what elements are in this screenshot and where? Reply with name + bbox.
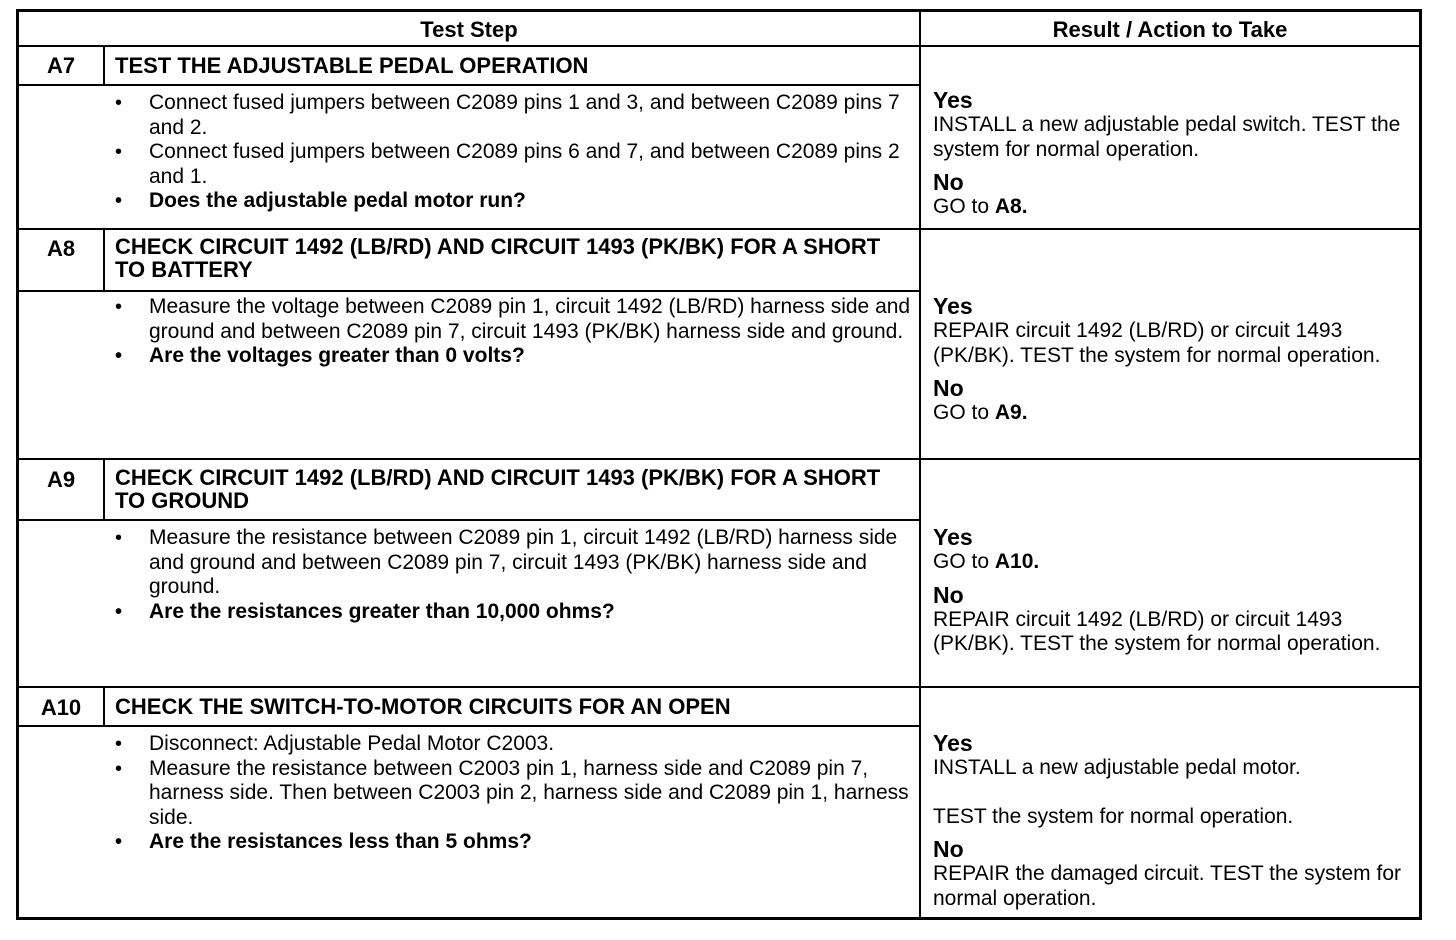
id-divider (103, 45, 105, 86)
id-divider (103, 686, 105, 727)
step-instructions (113, 732, 913, 855)
step-reference: A8. (994, 195, 1028, 218)
step-instructions (113, 91, 913, 214)
step-reference: A10. (994, 550, 1040, 573)
no-action: REPAIR the damaged circuit. TEST the system for normal operation. (933, 862, 1402, 910)
yes-label: Yes (933, 293, 973, 319)
step-title: CHECK CIRCUIT 1492 (LB/RD) AND CIRCUIT 1493 (PK/BK) FOR A SHORT TO GROUND (115, 465, 881, 513)
yes-action: INSTALL a new adjustable pedal motor. (933, 756, 1301, 779)
yes-action: GO to A10. (933, 550, 1040, 573)
step-instructions (113, 526, 913, 624)
step-question: • Does the adjustable pedal motor run? (113, 189, 913, 214)
row-divider (19, 686, 1419, 688)
step-question: • Are the resistances less than 5 ohms? (113, 830, 913, 855)
result-cell (933, 88, 1413, 220)
no-label: No (933, 581, 964, 608)
row-divider (19, 290, 919, 292)
result-cell (933, 294, 1413, 426)
step-title: TEST THE ADJUSTABLE PEDAL OPERATION (115, 53, 589, 78)
step-id: A9 (46, 467, 76, 492)
no-action: GO to A9. (933, 401, 1028, 424)
step-id: A10 (40, 695, 82, 720)
header-divider (19, 45, 1419, 47)
column-header-result-action: Result / Action to Take (1052, 17, 1288, 42)
yes-action-test: TEST the system for normal operation. (933, 804, 1294, 828)
yes-action: REPAIR circuit 1492 (LB/RD) or circuit 1493 (PK/BK). TEST the system for normal operation. (933, 319, 1381, 367)
no-label: No (933, 169, 964, 195)
yes-label: Yes (933, 524, 973, 550)
column-header-test-step: Test Step (420, 17, 518, 42)
id-divider (103, 458, 105, 521)
instruction-item: • Disconnect: Adjustable Pedal Motor C2003. (113, 732, 913, 757)
instruction-item: • Connect fused jumpers between C2089 pins 6 and 7, and between C2089 pins 2 and 1. (113, 140, 913, 189)
result-cell (933, 525, 1413, 657)
step-id: A7 (46, 53, 76, 78)
no-action: REPAIR circuit 1492 (LB/RD) or circuit 1493 (PK/BK). TEST the system for normal operation. (933, 607, 1381, 655)
diagnostic-test-table (16, 9, 1422, 920)
step-instructions (113, 295, 913, 369)
instruction-item: • Measure the resistance between C2003 pin 1, harness side and C2089 pin 7, harness side. Then between C2003 pin 2, harness side and C2089 pin 1, harness side. (113, 757, 913, 831)
column-divider (919, 12, 921, 917)
result-cell (933, 731, 1413, 911)
instruction-item: • Measure the resistance between C2089 pin 1, circuit 1492 (LB/RD) harness side and ground and between C2089 pin 7, circuit 1493 (PK/BK) harness side and ground. (113, 526, 913, 600)
row-divider (19, 228, 1419, 230)
yes-label: Yes (933, 87, 973, 113)
no-label: No (933, 836, 964, 862)
row-divider (19, 458, 1419, 460)
row-divider (19, 519, 919, 521)
row-divider (19, 725, 919, 727)
step-question: • Are the voltages greater than 0 volts? (113, 344, 913, 369)
yes-label: Yes (933, 730, 973, 756)
yes-action: INSTALL a new adjustable pedal switch. TEST the system for normal operation. (933, 113, 1401, 161)
no-action: GO to A8. (933, 195, 1028, 218)
step-id: A8 (46, 236, 76, 261)
step-title: CHECK THE SWITCH-TO-MOTOR CIRCUITS FOR AN OPEN (115, 694, 731, 719)
instruction-item: • Measure the voltage between C2089 pin 1, circuit 1492 (LB/RD) harness side and ground and between C2089 pin 7, circuit 1493 (PK/BK) harness side and ground. (113, 295, 913, 344)
row-divider (19, 84, 919, 86)
step-reference: A9. (994, 401, 1028, 424)
no-label: No (933, 375, 964, 401)
step-title: CHECK CIRCUIT 1492 (LB/RD) AND CIRCUIT 1493 (PK/BK) FOR A SHORT TO BATTERY (115, 234, 881, 282)
step-question: • Are the resistances greater than 10,000 ohms? (113, 600, 913, 625)
instruction-item: • Connect fused jumpers between C2089 pins 1 and 3, and between C2089 pins 7 and 2. (113, 91, 913, 140)
id-divider (103, 228, 105, 292)
